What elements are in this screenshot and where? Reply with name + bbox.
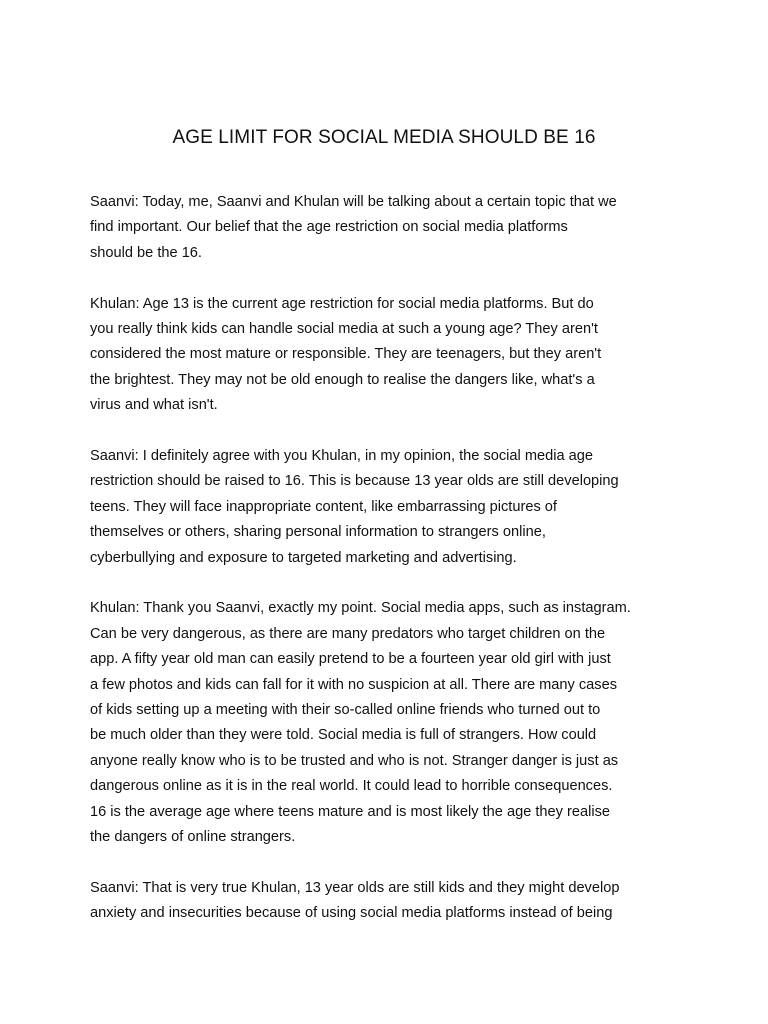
text-line: Can be very dangerous, as there are many predators who target children on the <box>90 625 606 642</box>
paragraph-saanvi-anxiety <box>90 876 690 927</box>
text-line: the brightest. They may not be old enough to realise the dangers like, what's a <box>90 371 595 388</box>
text-line: should be the 16. <box>90 244 202 261</box>
text-line: Khulan: Thank you Saanvi, exactly my point. Social media apps, such as instagram. <box>90 600 631 617</box>
text-line: Saanvi: Today, me, Saanvi and Khulan will be talking about a certain topic that we <box>90 194 617 210</box>
text-line: restriction should be raised to 16. This is because 13 year olds are still developing <box>90 473 619 490</box>
text-line: Saanvi: That is very true Khulan, 13 year olds are still kids and they might develop <box>90 879 620 896</box>
text-line: themselves or others, sharing personal information to strangers online, <box>90 524 546 541</box>
text-line: considered the most mature or responsible. They are teenagers, but they aren't <box>90 346 602 363</box>
text-line: anxiety and insecurities because of using social media platforms instead of being <box>90 905 613 922</box>
text-line: virus and what isn't. <box>90 397 218 414</box>
paragraph-saanvi-agree <box>90 444 690 571</box>
text-line: a few photos and kids can fall for it with no suspicion at all. There are many cases <box>90 676 617 693</box>
text-line: the dangers of online strangers. <box>90 829 296 846</box>
text-line: Khulan: Age 13 is the current age restriction for social media platforms. But do <box>90 295 594 312</box>
text-line: find important. Our belief that the age restriction on social media platforms <box>90 219 568 236</box>
document-body <box>90 190 690 952</box>
text-line: teens. They will face inappropriate content, like embarrassing pictures of <box>90 498 557 515</box>
paragraph-khulan-predators <box>90 596 690 850</box>
text-line: Saanvi: I definitely agree with you Khulan, in my opinion, the social media age <box>90 448 593 465</box>
text-line: cyberbullying and exposure to targeted marketing and advertising. <box>90 549 517 566</box>
text-line: anyone really know who is to be trusted and who is not. Stranger danger is just as <box>90 752 619 769</box>
text-line: you really think kids can handle social media at such a young age? They aren't <box>90 321 598 338</box>
text-line: app. A fifty year old man can easily pretend to be a fourteen year old girl with just <box>90 651 611 668</box>
paragraph-saanvi-intro <box>90 190 690 266</box>
text-line: of kids setting up a meeting with their so-called online friends who turned out to <box>90 702 601 719</box>
paragraph-khulan-age-13 <box>90 292 690 419</box>
text-line: be much older than they were told. Social media is full of strangers. How could <box>90 727 597 744</box>
document-title: AGE LIMIT FOR SOCIAL MEDIA SHOULD BE 16 <box>172 127 596 148</box>
text-line: 16 is the average age where teens mature and is most likely the age they realise <box>90 803 610 820</box>
text-line: dangerous online as it is in the real world. It could lead to horrible consequences. <box>90 778 613 795</box>
